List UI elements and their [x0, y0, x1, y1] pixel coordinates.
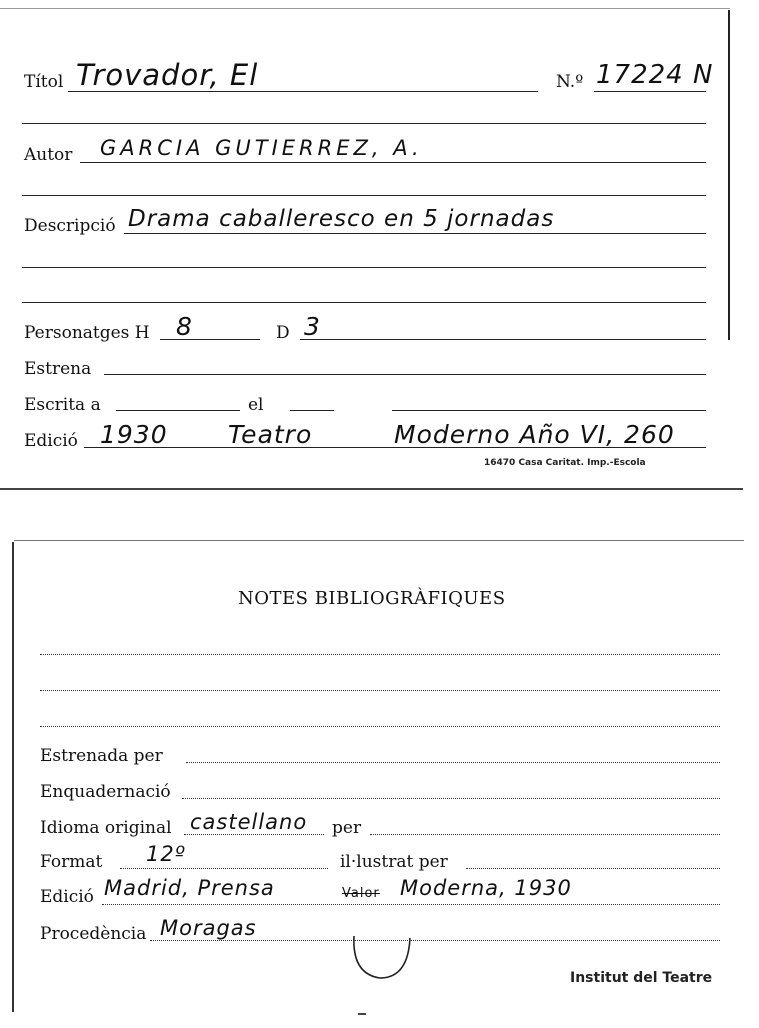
format-illustrat-line — [466, 868, 720, 869]
edicio2-struck-word: Valor — [342, 886, 380, 901]
escrita-el-underline — [290, 410, 334, 411]
punch-hole-notch — [350, 934, 414, 982]
catalog-card-back — [0, 530, 759, 1028]
card2-border-left — [12, 542, 14, 1012]
blank-dotted-line-1 — [40, 654, 720, 655]
institution-name: Institut del Teatre — [570, 970, 713, 986]
edicio-label: Edició — [24, 431, 78, 451]
blank-dotted-line-2 — [40, 690, 720, 691]
escrita-label: Escrita a — [24, 395, 101, 415]
autor-value: GARCIA GUTIERREZ, A. — [100, 136, 423, 160]
personatges-d-label: D — [276, 323, 290, 343]
idioma-per-label: per — [332, 818, 362, 838]
idioma-value: castellano — [190, 810, 308, 834]
personatges-h-underline — [160, 339, 260, 340]
edicio2-line — [102, 904, 720, 905]
escrita-el-label: el — [248, 395, 264, 415]
notes-title: NOTES BIBLIOGRÀFIQUES — [238, 588, 506, 609]
blank-line-3 — [22, 267, 706, 268]
personatges-h-value: 8 — [176, 312, 193, 341]
printer-imprint: 16470 Casa Caritat. Imp.-Escola — [484, 458, 646, 468]
idioma-per-line — [370, 834, 720, 835]
blank-line-4 — [22, 302, 706, 303]
estrena-label: Estrena — [24, 359, 92, 379]
autor-underline — [80, 162, 706, 163]
edicio2-value-a: Madrid, Prensa — [104, 876, 275, 900]
personatges-label: Personatges H — [24, 323, 150, 343]
descripcio-value: Drama caballeresco en 5 jornadas — [128, 206, 555, 232]
escrita-extra-underline — [392, 410, 706, 411]
card2-border-top — [14, 540, 744, 541]
enquadernacio-label: Enquadernació — [40, 782, 171, 802]
numero-underline — [594, 91, 706, 92]
card-border-right — [728, 10, 730, 340]
titol-label: Títol — [24, 72, 64, 92]
procedencia-label: Procedència — [40, 924, 147, 944]
procedencia-line — [150, 940, 720, 941]
numero-value: 17224 N — [596, 60, 714, 90]
estrenada-line — [186, 762, 720, 763]
personatges-d-value: 3 — [304, 312, 321, 341]
personatges-d-underline — [300, 339, 706, 340]
catalog-card-front — [0, 0, 759, 495]
autor-label: Autor — [24, 145, 73, 165]
card-border-top — [0, 8, 730, 9]
small-dash-mark — [358, 1013, 366, 1015]
enquadernacio-line — [182, 798, 720, 799]
edicio2-value-b: Moderna, 1930 — [400, 876, 572, 900]
estrena-underline — [104, 374, 706, 375]
idioma-line — [184, 834, 324, 835]
edicio-value: Teatro — [228, 420, 313, 449]
format-value: 12º — [146, 842, 186, 866]
format-label: Format — [40, 852, 103, 872]
card-border-bottom — [0, 488, 743, 490]
idioma-label: Idioma original — [40, 818, 172, 838]
escrita-underline — [116, 410, 240, 411]
estrenada-label: Estrenada per — [40, 746, 163, 766]
blank-dotted-line-3 — [40, 726, 720, 727]
descripcio-underline — [124, 233, 706, 234]
blank-line-2 — [22, 195, 706, 196]
format-illustrat-label: il·lustrat per — [340, 852, 448, 872]
descripcio-label: Descripció — [24, 216, 116, 236]
numero-label: N.º — [556, 72, 584, 92]
edicio2-label: Edició — [40, 887, 94, 907]
blank-line-1 — [22, 123, 706, 124]
procedencia-value: Moragas — [160, 916, 257, 940]
titol-value: Trovador, El — [76, 58, 259, 92]
format-line — [120, 868, 328, 869]
edicio-value-2: Moderno Año VI, 260 — [394, 420, 675, 449]
edicio-year: 1930 — [100, 420, 168, 449]
